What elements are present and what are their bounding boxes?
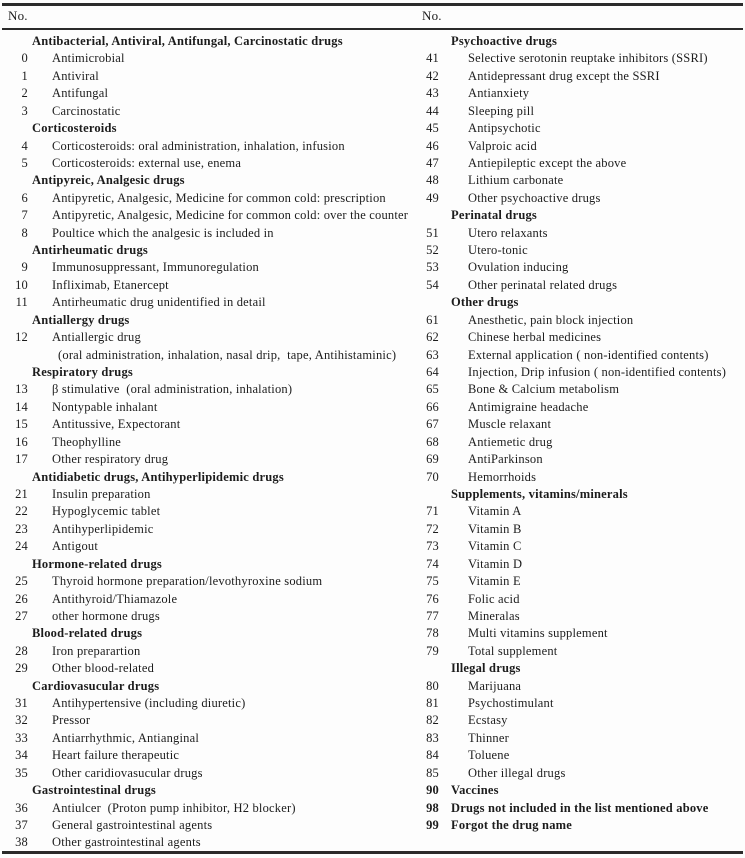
drug-code-number: 67: [426, 417, 439, 432]
section-row: [8, 625, 412, 642]
drug-item-label: Antimigraine headache: [468, 399, 589, 414]
drug-code-number: 69: [426, 452, 439, 467]
no-column-header-right: No.: [422, 8, 442, 23]
drug-item-row: [8, 381, 412, 398]
drug-code-number: 4: [21, 138, 28, 153]
drug-item-row: [415, 434, 745, 451]
drug-item-label: Other caridiovasucular drugs: [52, 765, 203, 780]
drug-code-number: 99: [426, 817, 439, 832]
drug-item-label: Vitamin B: [468, 521, 522, 536]
drug-code-number: 46: [426, 138, 439, 153]
drug-item-row: [8, 643, 412, 660]
drug-item-row: [415, 712, 745, 729]
drug-code-number: 5: [21, 155, 28, 170]
drug-code-number: 75: [426, 574, 439, 589]
drug-item-row: [415, 312, 745, 329]
section-row: [8, 364, 412, 381]
drug-code-number: 21: [15, 486, 28, 501]
drug-code-number: 2: [21, 86, 28, 101]
drug-item-row: [8, 50, 412, 67]
section-header: Blood-related drugs: [32, 626, 143, 641]
drug-item-label: Antiviral: [52, 68, 99, 83]
drug-item-row: [415, 591, 745, 608]
drug-item-label: Forgot the drug name: [451, 817, 572, 832]
drug-code-number: 23: [15, 521, 28, 536]
drug-item-row: [8, 834, 412, 851]
drug-code-number: 73: [426, 539, 439, 554]
drug-code-number: 81: [426, 696, 439, 711]
section-row: [8, 782, 412, 799]
drug-item-row: [8, 712, 412, 729]
drug-code-number: 70: [426, 469, 439, 484]
drug-item-label: Antirheumatic drug unidentified in detail: [52, 295, 266, 310]
drug-code-number: 98: [426, 800, 439, 815]
drug-code-number: 6: [21, 190, 28, 205]
drug-item-row: [415, 381, 745, 398]
drug-code-number: 34: [15, 748, 28, 763]
drug-item-label: Multi vitamins supplement: [468, 626, 608, 641]
drug-item-row: [415, 138, 745, 155]
drug-item-label: Drugs not included in the list mentioned above: [451, 800, 709, 815]
section-row: [8, 556, 412, 573]
drug-item-label: Other gastrointestinal agents: [52, 835, 201, 850]
drug-item-row: [8, 155, 412, 172]
drug-code-number: 16: [15, 434, 28, 449]
drug-code-number: 12: [15, 330, 28, 345]
section-row: [8, 242, 412, 259]
table-top-rule: [2, 3, 743, 6]
drug-item-label: Poultice which the analgesic is included in: [52, 225, 274, 240]
drug-item-label: Ovulation inducing: [468, 260, 569, 275]
drug-item-row: [8, 730, 412, 747]
drug-item-row: [8, 85, 412, 102]
drug-code-number: 62: [426, 330, 439, 345]
drug-item-row: [415, 538, 745, 555]
drug-item-label: Antihypertensive (including diuretic): [52, 696, 246, 711]
drug-item-label: AntiParkinson: [468, 452, 543, 467]
section-row: [8, 172, 412, 189]
drug-code-number: 26: [15, 591, 28, 606]
drug-item-row: [415, 155, 745, 172]
drug-item-row: [8, 538, 412, 555]
drug-code-number: 77: [426, 608, 439, 623]
drug-item-label: Immunosuppressant, Immunoregulation: [52, 260, 259, 275]
drug-item-row: [8, 434, 412, 451]
drug-item-row: [415, 259, 745, 276]
drug-code-number: 8: [21, 225, 28, 240]
drug-code-number: 35: [15, 765, 28, 780]
drug-item-row: [415, 347, 745, 364]
drug-code-number: 45: [426, 121, 439, 136]
drug-item-row: [415, 469, 745, 486]
drug-code-number: 80: [426, 678, 439, 693]
drug-code-number: 38: [15, 835, 28, 850]
drug-code-number: 7: [21, 208, 28, 223]
drug-item-label: other hormone drugs: [52, 608, 160, 623]
section-header: Hormone-related drugs: [32, 556, 162, 571]
section-row: [415, 207, 745, 224]
drug-item-row: [8, 225, 412, 242]
drug-item-row: [415, 521, 745, 538]
drug-item-row: [415, 172, 745, 189]
drug-item-row: [8, 503, 412, 520]
drug-item-label: Vaccines: [451, 783, 499, 798]
drug-code-number: 42: [426, 68, 439, 83]
drug-code-number: 15: [15, 417, 28, 432]
section-row: [8, 33, 412, 50]
section-row: [8, 678, 412, 695]
drug-item-row: [415, 573, 745, 590]
section-header: Perinatal drugs: [451, 208, 537, 223]
drug-code-number: 76: [426, 591, 439, 606]
drug-code-number: 28: [15, 643, 28, 658]
drug-item-row: [415, 225, 745, 242]
drug-item-label: Antiarrhythmic, Antianginal: [52, 730, 200, 745]
drug-item-label: Vitamin E: [468, 574, 521, 589]
drug-code-number: 24: [15, 539, 28, 554]
section-row: [415, 294, 745, 311]
no-column-header-left: No.: [8, 8, 28, 23]
drug-code-number: 85: [426, 765, 439, 780]
drug-item-label: Pressor: [52, 713, 91, 728]
drug-code-number: 78: [426, 626, 439, 641]
drug-item-row: [415, 747, 745, 764]
drug-item-label: Folic acid: [468, 591, 520, 606]
drug-item-label: Sleeping pill: [468, 103, 535, 118]
drug-item-row: [415, 68, 745, 85]
drug-code-number: 90: [426, 783, 439, 798]
drug-item-label: Antidepressant drug except the SSRI: [468, 68, 660, 83]
drug-item-label: Mineralas: [468, 608, 520, 623]
drug-code-number: 33: [15, 730, 28, 745]
drug-item-label: Psychostimulant: [468, 696, 554, 711]
drug-item-label: Toluene: [468, 748, 510, 763]
left-column: [8, 33, 412, 852]
drug-item-label: Carcinostatic: [52, 103, 121, 118]
drug-code-number: 17: [15, 452, 28, 467]
drug-item-label: Corticosteroids: oral administration, inhalation, infusion: [52, 138, 345, 153]
drug-code-number: 43: [426, 86, 439, 101]
section-row: [415, 660, 745, 677]
drug-code-number: 10: [15, 277, 28, 292]
drug-item-row: [415, 765, 745, 782]
drug-item-row: [415, 399, 745, 416]
section-header: Antipyreic, Analgesic drugs: [32, 173, 185, 188]
drug-item-row: [8, 103, 412, 120]
drug-item-row: [8, 207, 412, 224]
drug-item-row: [8, 800, 412, 817]
drug-item-label: Heart failure therapeutic: [52, 748, 180, 763]
drug-code-number: 32: [15, 713, 28, 728]
section-row: [415, 33, 745, 50]
drug-item-label: Hemorrhoids: [468, 469, 537, 484]
drug-code-number: 37: [15, 817, 28, 832]
drug-item-label: Antiemetic drug: [468, 434, 553, 449]
drug-item-row: [8, 660, 412, 677]
drug-code-number: 49: [426, 190, 439, 205]
drug-code-number: 63: [426, 347, 439, 362]
section-header: Supplements, vitamins/minerals: [451, 486, 628, 501]
drug-item-row: [415, 50, 745, 67]
drug-item-label: Valproic acid: [468, 138, 537, 153]
drug-code-number: 47: [426, 155, 439, 170]
right-column: [415, 33, 745, 834]
drug-item-label: Antimicrobial: [52, 51, 125, 66]
drug-item-label: Antitussive, Expectorant: [52, 417, 181, 432]
drug-item-row: [8, 329, 412, 346]
drug-item-label: Antifungal: [52, 86, 109, 101]
section-header: Illegal drugs: [451, 661, 521, 676]
drug-item-row: [415, 242, 745, 259]
drug-item-label: Antithyroid/Thiamazole: [52, 591, 178, 606]
drug-item-row: [415, 416, 745, 433]
drug-item-label: Ecstasy: [468, 713, 508, 728]
drug-item-label: Muscle relaxant: [468, 417, 552, 432]
drug-item-row: [8, 817, 412, 834]
drug-item-row: [415, 190, 745, 207]
drug-item-label: Antiallergic drug: [52, 330, 141, 345]
drug-code-number: 54: [426, 277, 439, 292]
drug-code-number: 66: [426, 399, 439, 414]
section-header: Antiallergy drugs: [32, 312, 130, 327]
drug-code-number: 44: [426, 103, 439, 118]
table-bottom-rule: [2, 851, 743, 854]
drug-code-number: 27: [15, 608, 28, 623]
drug-code-number: 48: [426, 173, 439, 188]
drug-item-label: Thinner: [468, 730, 509, 745]
drug-code-number: 74: [426, 556, 439, 571]
drug-code-number: 14: [15, 399, 28, 414]
drug-item-row: [8, 68, 412, 85]
drug-code-number: 1: [21, 68, 28, 83]
drug-code-number: 25: [15, 574, 28, 589]
section-header: Psychoactive drugs: [451, 34, 558, 48]
section-header: Antirheumatic drugs: [32, 243, 148, 258]
section-header: Corticosteroids: [32, 121, 117, 136]
drug-code-number: 41: [426, 51, 439, 66]
drug-item-label: Vitamin A: [468, 504, 522, 519]
drug-item-label: Antigout: [52, 539, 99, 554]
drug-item-label: Vitamin D: [468, 556, 523, 571]
drug-item-row: [415, 120, 745, 137]
drug-code-number: 13: [15, 382, 28, 397]
drug-item-label: Corticosteroids: external use, enema: [52, 155, 242, 170]
drug-item-label: External application ( non-identified contents): [468, 347, 709, 362]
drug-item-row: [415, 364, 745, 381]
drug-code-number: 31: [15, 696, 28, 711]
drug-item-label: Antihyperlipidemic: [52, 521, 154, 536]
drug-code-number: 9: [21, 260, 28, 275]
drug-item-row: [8, 138, 412, 155]
drug-item-row: [415, 800, 745, 817]
drug-item-label: Selective serotonin reuptake inhibitors (SSRI): [468, 51, 708, 66]
drug-item-label: Iron preparartion: [52, 643, 141, 658]
drug-code-number: 61: [426, 312, 439, 327]
section-row: [8, 469, 412, 486]
drug-item-label: Insulin preparation: [52, 486, 151, 501]
drug-item-row: [8, 591, 412, 608]
section-header: Cardiovasucular drugs: [32, 678, 160, 693]
drug-item-row: [415, 503, 745, 520]
drug-code-number: 29: [15, 661, 28, 676]
drug-item-row: [8, 259, 412, 276]
drug-item-row: [8, 765, 412, 782]
section-row: [415, 486, 745, 503]
drug-item-row: [8, 573, 412, 590]
drug-code-number: 79: [426, 643, 439, 658]
drug-item-label: Lithium carbonate: [468, 173, 564, 188]
drug-code-number: 71: [426, 504, 439, 519]
drug-code-number: 83: [426, 730, 439, 745]
section-header: Gastrointestinal drugs: [32, 783, 156, 798]
drug-item-row: [415, 643, 745, 660]
drug-item-label: β stimulative (oral administration, inhalation): [52, 382, 293, 397]
drug-item-label: Other illegal drugs: [468, 765, 566, 780]
drug-item-label: Antipsychotic: [468, 121, 541, 136]
drug-item-row: [8, 608, 412, 625]
drug-item-row: [8, 277, 412, 294]
section-header: Antibacterial, Antiviral, Antifungal, Carcinostatic drugs: [32, 34, 343, 48]
drug-item-row: [8, 416, 412, 433]
drug-code-number: 72: [426, 521, 439, 536]
drug-item-label: General gastrointestinal agents: [52, 817, 213, 832]
drug-item-label: Theophylline: [52, 434, 122, 449]
section-header: Antidiabetic drugs, Antihyperlipidemic drugs: [32, 469, 284, 484]
drug-item-label: Bone & Calcium metabolism: [468, 382, 620, 397]
drug-item-label: Antipyretic, Analgesic, Medicine for common cold: over the counter: [52, 208, 409, 223]
drug-item-row: [415, 277, 745, 294]
drug-item-row: [415, 451, 745, 468]
drug-item-row: [8, 294, 412, 311]
drug-item-row: [415, 608, 745, 625]
section-header: Respiratory drugs: [32, 365, 133, 380]
drug-item-label: Marijuana: [468, 678, 522, 693]
drug-item-label: Utero relaxants: [468, 225, 548, 240]
drug-item-row: [415, 625, 745, 642]
drug-code-number: 3: [21, 103, 28, 118]
drug-item-label: Antiepileptic except the above: [468, 155, 627, 170]
drug-item-row: [8, 747, 412, 764]
drug-item-row: [8, 486, 412, 503]
drug-item-row: [415, 678, 745, 695]
section-header: Other drugs: [451, 295, 519, 310]
drug-item-label: Antiulcer (Proton pump inhibitor, H2 blocker): [52, 800, 296, 815]
drug-item-label: Chinese herbal medicines: [468, 330, 602, 345]
section-row: [8, 120, 412, 137]
drug-item-row: [8, 521, 412, 538]
drug-item-label: Utero-tonic: [468, 243, 528, 258]
drug-item-row: [415, 103, 745, 120]
drug-code-number: 22: [15, 504, 28, 519]
drug-item-row: [8, 695, 412, 712]
drug-item-label: Nontypable inhalant: [52, 399, 158, 414]
drug-item-row: [8, 451, 412, 468]
drug-item-label: Other respiratory drug: [52, 452, 169, 467]
drug-item-row: [415, 730, 745, 747]
drug-item-row: [8, 190, 412, 207]
drug-item-row: [415, 85, 745, 102]
drug-item-row: [415, 782, 745, 799]
drug-code-number: 0: [21, 51, 28, 66]
drug-code-number: 11: [15, 295, 28, 310]
drug-item-label: Antianxiety: [468, 86, 530, 101]
drug-item-label: Vitamin C: [468, 539, 522, 554]
continuation-label: (oral administration, inhalation, nasal drip, tape, Antihistaminic): [58, 347, 397, 362]
drug-item-label: Injection, Drip infusion ( non-identified contents): [468, 365, 727, 380]
drug-item-row: [415, 556, 745, 573]
drug-code-number: 68: [426, 434, 439, 449]
drug-item-label: Other blood-related: [52, 661, 155, 676]
drug-code-number: 65: [426, 382, 439, 397]
drug-item-label: Anesthetic, pain block injection: [468, 312, 634, 327]
drug-item-row: [415, 817, 745, 834]
drug-item-label: Total supplement: [468, 643, 558, 658]
drug-item-label: Antipyretic, Analgesic, Medicine for common cold: prescription: [52, 190, 386, 205]
drug-code-number: 64: [426, 365, 439, 380]
drug-item-row: [415, 695, 745, 712]
drug-code-number: 82: [426, 713, 439, 728]
drug-item-label: Other psychoactive drugs: [468, 190, 601, 205]
drug-code-number: 36: [15, 800, 28, 815]
drug-item-label: Infliximab, Etanercept: [52, 277, 169, 292]
drug-item-row: [415, 329, 745, 346]
drug-code-number: 53: [426, 260, 439, 275]
section-row: [8, 312, 412, 329]
drug-code-number: 52: [426, 243, 439, 258]
drug-item-label: Other perinatal related drugs: [468, 277, 618, 292]
drug-item-row: [8, 399, 412, 416]
drug-item-label: Hypoglycemic tablet: [52, 504, 161, 519]
continuation-row: [8, 347, 412, 364]
drug-item-label: Thyroid hormone preparation/levothyroxine sodium: [52, 574, 323, 589]
drug-code-number: 84: [426, 748, 439, 763]
table-header-rule: [2, 28, 743, 30]
drug-code-number: 51: [426, 225, 439, 240]
